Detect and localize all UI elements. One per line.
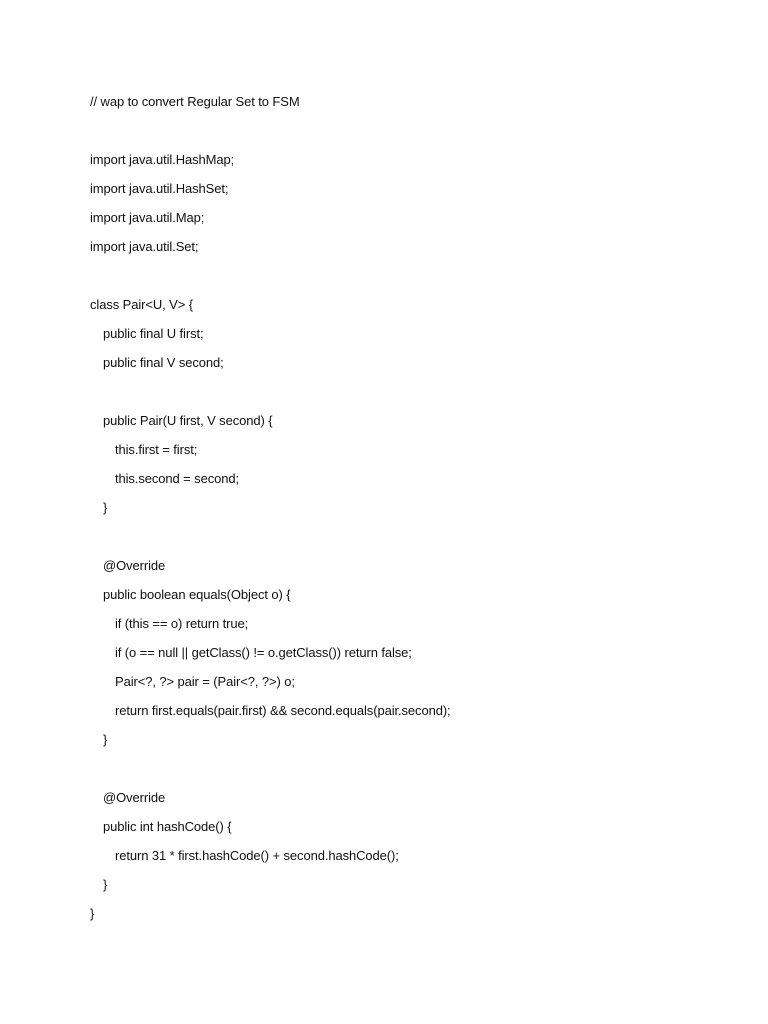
code-annotation: @Override <box>103 558 166 573</box>
code-statement: this.first = first; <box>115 442 198 457</box>
code-closing-brace: } <box>103 500 108 515</box>
code-method-signature: public int hashCode() { <box>103 819 232 834</box>
code-import-line: import java.util.HashSet; <box>90 181 229 196</box>
code-statement: return 31 * first.hashCode() + second.hashCode(); <box>115 848 399 863</box>
code-method-signature: public boolean equals(Object o) { <box>103 587 291 602</box>
code-annotation: @Override <box>103 790 166 805</box>
code-field-declaration: public final V second; <box>103 355 224 370</box>
code-blank-line <box>90 119 730 148</box>
code-statement: this.second = second; <box>115 471 240 486</box>
code-closing-brace: } <box>103 732 108 747</box>
code-closing-brace: } <box>103 877 108 892</box>
code-closing-brace: } <box>90 906 95 921</box>
code-blank-line <box>90 264 730 293</box>
code-blank-line <box>90 380 730 409</box>
code-statement: if (this == o) return true; <box>115 616 249 631</box>
code-statement: if (o == null || getClass() != o.getClass()) return false; <box>115 645 412 660</box>
code-class-declaration: class Pair<U, V> { <box>90 297 193 312</box>
code-constructor-signature: public Pair(U first, V second) { <box>103 413 273 428</box>
code-statement: return first.equals(pair.first) && second.equals(pair.second); <box>115 703 451 718</box>
code-listing <box>90 90 730 931</box>
code-comment: // wap to convert Regular Set to FSM <box>90 94 300 109</box>
code-blank-line <box>90 757 730 786</box>
code-import-line: import java.util.Set; <box>90 239 199 254</box>
code-statement: Pair<?, ?> pair = (Pair<?, ?>) o; <box>115 674 295 689</box>
code-import-line: import java.util.Map; <box>90 210 205 225</box>
code-blank-line <box>90 525 730 554</box>
code-field-declaration: public final U first; <box>103 326 204 341</box>
code-import-line: import java.util.HashMap; <box>90 152 235 167</box>
